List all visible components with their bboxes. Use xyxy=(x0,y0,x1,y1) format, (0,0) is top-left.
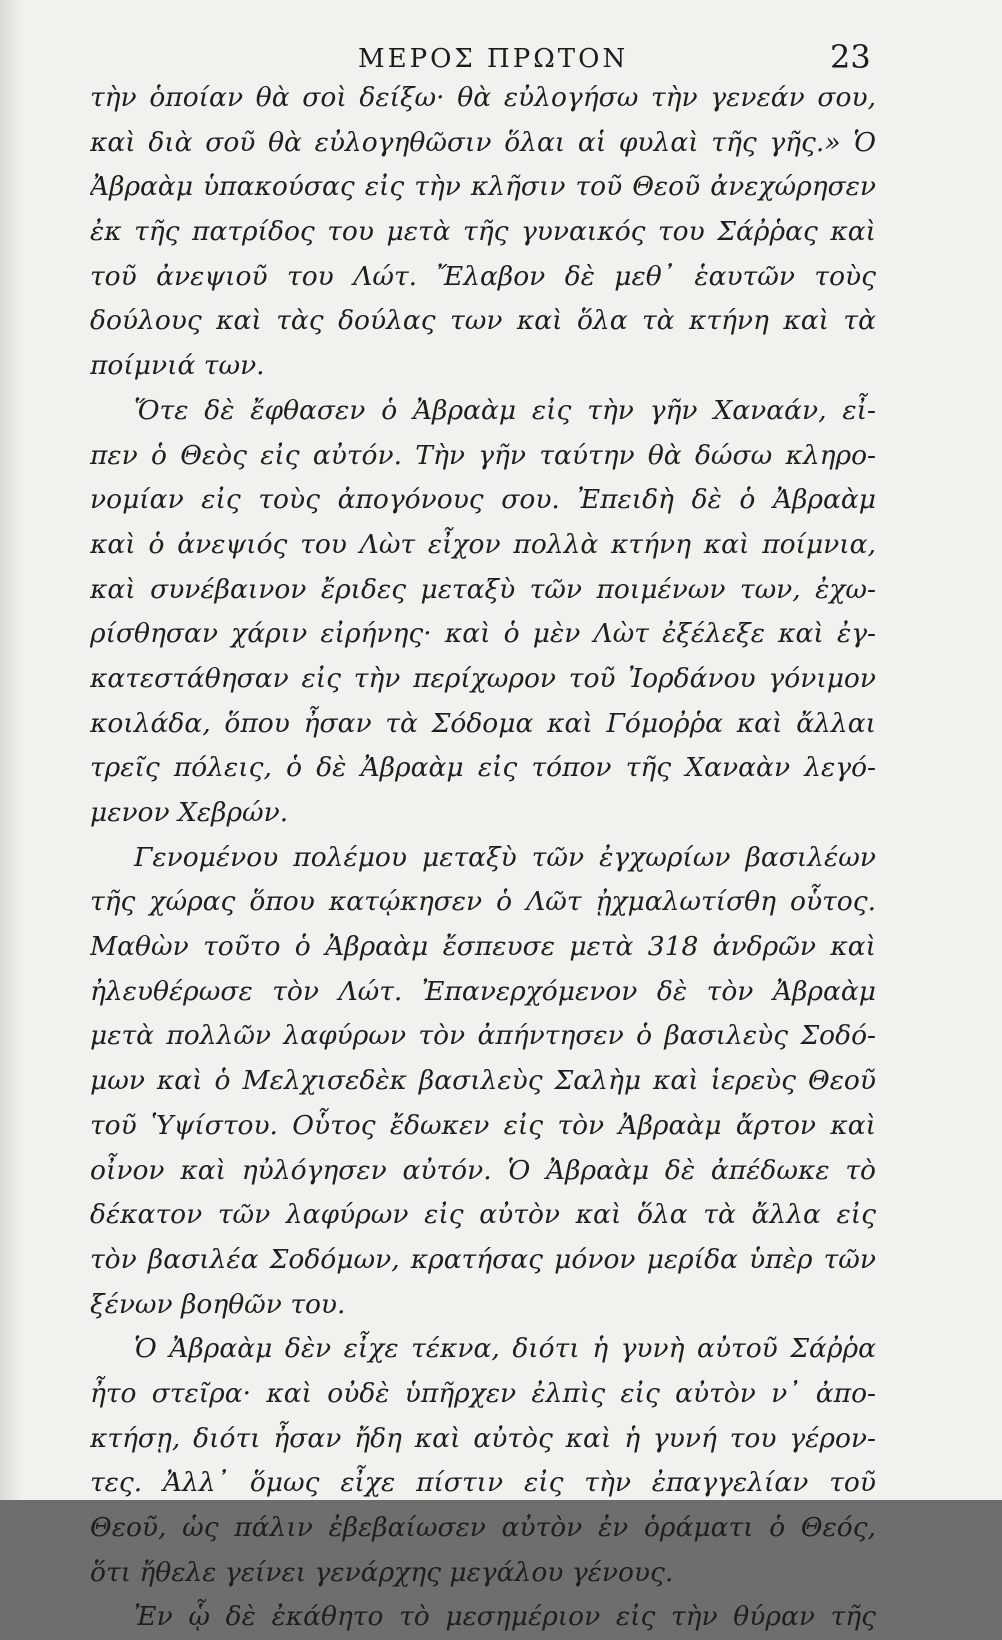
text-line: ρίσθησαν χάριν εἰρήνης· καὶ ὁ μὲν Λὼτ ἐξέλεξε καὶ ἐγ- xyxy=(90,618,876,650)
page-number: 23 xyxy=(830,38,871,76)
text-line: νομίαν εἰς τοὺς ἀπογόνους σου. Ἐπειδὴ δὲ ὁ Ἀβραὰμ xyxy=(90,484,876,516)
body-text xyxy=(90,76,876,1640)
text-line: οἶνον καὶ ηὐλόγησεν αὐτόν. Ὁ Ἀβραὰμ δὲ ἀπέδωκε τὸ xyxy=(90,1154,876,1186)
text-line: τες. Ἀλλ᾿ ὅμως εἶχε πίστιν εἰς τὴν ἐπαγγελίαν τοῦ xyxy=(90,1467,876,1499)
text-line: ποίμνιά των. xyxy=(90,350,265,382)
text-line: πεν ὁ Θεὸς εἰς αὐτόν. Τὴν γῆν ταύτην θὰ δώσω κληρο- xyxy=(90,439,876,471)
text-line: κτήσῃ, διότι ἦσαν ἤδη καὶ αὐτὸς καὶ ἡ γυνή του γέρον- xyxy=(90,1422,876,1454)
text-line: μενον Χεβρών. xyxy=(90,797,289,828)
text-line: ὅτι ἤθελε γείνει γενάρχης μεγάλου γένους. xyxy=(90,1556,674,1588)
text-line: Ὅτε δὲ ἔφθασεν ὁ Ἀβραὰμ εἰς τὴν γῆν Χαναάν, εἶ- xyxy=(134,394,876,426)
text-line: τοῦ ἀνεψιοῦ του Λώτ. Ἔλαβον δὲ μεθ᾿ ἑαυτῶν τοὺς xyxy=(90,260,876,292)
text-line: μετὰ πολλῶν λαφύρων τὸν ἀπήντησεν ὁ βασιλεὺς Σοδό- xyxy=(90,1020,876,1052)
text-line: Γενομένου πολέμου μεταξὺ τῶν ἐγχωρίων βασιλέων xyxy=(134,841,876,873)
text-line: καὶ ὁ ἀνεψιός του Λὼτ εἶχον πολλὰ κτήνη καὶ ποίμνια, xyxy=(90,528,876,560)
text-line: κοιλάδα, ὅπου ἦσαν τὰ Σόδομα καὶ Γόμοῤῥα καὶ ἄλλαι xyxy=(90,707,876,739)
text-line: τὸν βασιλέα Σοδόμων, κρατήσας μόνον μερίδα ὑπὲρ τῶν xyxy=(90,1243,876,1275)
text-line: τῆς χώρας ὅπου κατῴκησεν ὁ Λῶτ ᾐχμαλωτίσθη οὗτος. xyxy=(90,886,876,918)
text-line: ἠλευθέρωσε τὸν Λώτ. Ἐπανερχόμενον δὲ τὸν Ἀβραὰμ xyxy=(90,975,876,1007)
text-line: τρεῖς πόλεις, ὁ δὲ Ἀβραὰμ εἰς τόπον τῆς Χαναὰν λεγό- xyxy=(90,752,876,784)
text-line: καὶ διὰ σοῦ θὰ εὐλογηθῶσιν ὅλαι αἱ φυλαὶ τῆς γῆς.» Ὁ xyxy=(90,126,876,158)
text-line: Ἐν ᾧ δὲ ἐκάθητο τὸ μεσημέριον εἰς τὴν θύραν τῆς xyxy=(134,1601,876,1633)
page-edge-shadow xyxy=(0,0,22,1500)
text-line: κατεστάθησαν εἰς τὴν περίχωρον τοῦ Ἰορδάνου γόνιμον xyxy=(90,662,876,694)
text-line: Ὁ Ἀβραὰμ δὲν εἶχε τέκνα, διότι ἡ γυνὴ αὐτοῦ Σάῤῥα xyxy=(134,1333,876,1365)
running-head-title: ΜΕΡΟΣ ΠΡΩΤΟΝ xyxy=(358,44,629,74)
text-line: Θεοῦ, ὡς πάλιν ἐβεβαίωσεν αὐτὸν ἐν ὁράματι ὁ Θεός, xyxy=(90,1512,876,1543)
text-line: τοῦ Ὑψίστου. Οὗτος ἔδωκεν εἰς τὸν Ἀβραὰμ ἄρτον καὶ xyxy=(90,1109,876,1141)
text-line: τὴν ὁποίαν θὰ σοὶ δείξω· θὰ εὐλογήσω τὴν γενεάν σου, xyxy=(90,82,876,113)
text-line: ξένων βοηθῶν του. xyxy=(90,1288,346,1320)
text-line: δούλους καὶ τὰς δούλας των καὶ ὅλα τὰ κτήνη καὶ τὰ xyxy=(90,305,876,337)
text-line: δέκατον τῶν λαφύρων εἰς αὐτὸν καὶ ὅλα τὰ ἄλλα εἰς xyxy=(90,1199,876,1231)
text-line: ἐκ τῆς πατρίδος του μετὰ τῆς γυναικός του Σάῤῥας καὶ xyxy=(90,216,876,248)
text-line: μων καὶ ὁ Μελχισεδὲκ βασιλεὺς Σαλὴμ καὶ ἱερεὺς Θεοῦ xyxy=(90,1065,876,1097)
text-line: Μαθὼν τοῦτο ὁ Ἀβραὰμ ἔσπευσε μετὰ 318 ἀνδρῶν καὶ xyxy=(90,931,876,963)
text-line: καὶ συνέβαινον ἔριδες μεταξὺ τῶν ποιμένων των, ἐχω- xyxy=(90,573,876,605)
text-line: Ἀβραὰμ ὑπακούσας εἰς τὴν κλῆσιν τοῦ Θεοῦ ἀνεχώρησεν xyxy=(90,171,876,203)
running-head xyxy=(0,38,1002,78)
text-line: ἦτο στεῖρα· καὶ οὐδὲ ὑπῆρχεν ἐλπὶς εἰς αὐτὸν ν᾿ ἀπο- xyxy=(90,1377,876,1409)
